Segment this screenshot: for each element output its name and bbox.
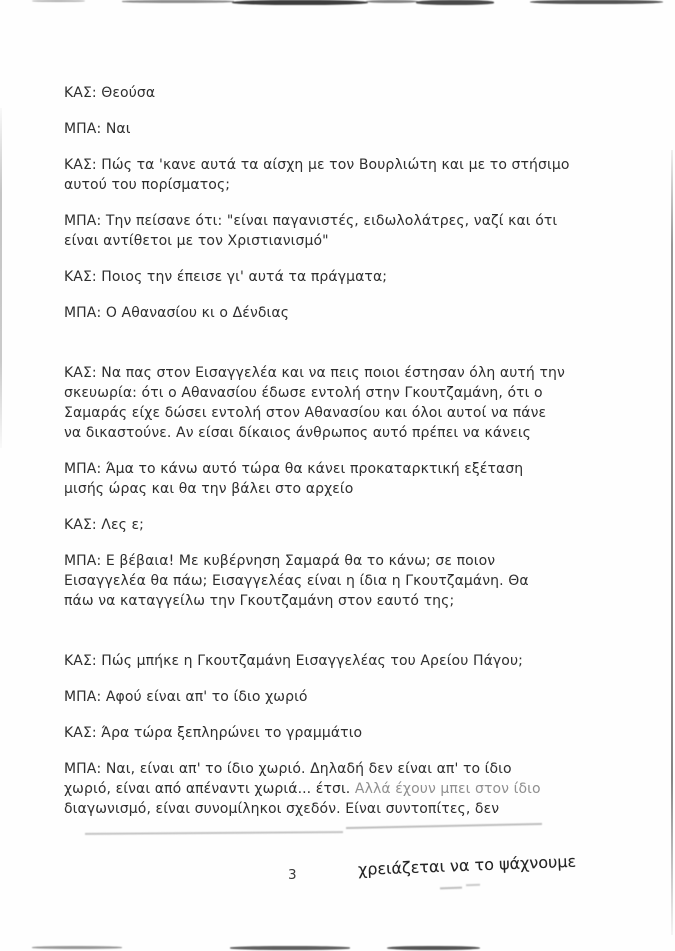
transcript-line: αυτού του πορίσματος; [64,177,231,193]
transcript-paragraph [64,687,594,707]
transcript-paragraph [64,303,594,323]
scan-smudge-top [530,0,663,4]
transcript-paragraph [64,267,594,287]
transcript-paragraph [64,83,594,103]
transcript-line [64,779,594,799]
transcript [64,83,594,835]
scan-smudge-top [232,0,368,5]
scan-smudge-top [366,0,418,3]
transcript-paragraph [64,119,594,139]
transcript-line: ΚΑΣ: Θεούσα [64,85,156,101]
transcript-paragraph [64,211,594,251]
scan-smudge-bottom [387,946,480,950]
transcript-line: είναι αντίθετοι με τον Χριστιανισμό" [64,233,329,249]
transcript-paragraph [64,459,594,499]
scan-edge-line-left [0,108,2,448]
scan-smudge-top [122,0,234,3]
continuation-line: χρειάζεται να το ψάχνουμε [357,851,577,879]
transcript-line: διαγωνισμό, είναι συνομίληκοι σχεδόν. Είναι συντοπίτες, δεν [64,801,500,817]
transcript-line: ΜΠΑ: Αφού είναι απ' το ίδιο χωριό [64,689,308,705]
scan-smudge-top [32,0,85,2]
transcript-line: ΜΠΑ: Ναι [64,121,131,137]
transcript-line: ΚΑΣ: Λες ε; [64,517,144,533]
transcript-line: ΚΑΣ: Να πας στον Εισαγγελέα και να πεις ποιοι έστησαν όλη αυτή την [64,365,565,381]
scan-smudge-bottom [230,946,350,950]
transcript-line: ΚΑΣ: Πώς μπήκε η Γκουτζαμάνη Εισαγγελέας του Αρείου Πάγου; [64,653,523,669]
scan-smudge-bottom [32,946,122,949]
transcript-line: ΚΑΣ: Πώς τα 'κανε αυτά τα αίσχη με τον Βουρλιώτη και με το στήσιμο [64,157,570,173]
transcript-line: να δικαστούνε. Αν είσαι δίκαιος άνθρωπος αυτό πρέπει να κάνεις [64,425,531,441]
page-number: 3 [288,867,297,883]
transcript-line: ΚΑΣ: Άρα τώρα ξεπληρώνει το γραμμάτιο [64,725,363,741]
transcript-line: Εισαγγελέα θα πάω; Εισαγγελέας είναι η ίδια η Γκουτζαμάνη. Θα [64,573,529,589]
transcript-line: σκευωρία: ότι ο Αθανασίου έδωσε εντολή στην Γκουτζαμάνη, ότι ο [64,385,543,401]
transcript-line: ΜΠΑ: Ο Αθανασίου κι ο Δένδιας [64,305,290,321]
faded-scan-text: Αλλά έχουν μπει στον ίδιο [354,781,541,797]
transcript-paragraph [64,723,594,743]
transcript-line: ΜΠΑ: Την πείσανε ότι: "είναι παγανιστές, ειδωλολάτρες, ναζί και ότι [64,213,558,229]
transcript-paragraph [64,155,594,195]
transcript-line: πάω να καταγγείλω την Γκουτζαμάνη στον εαυτό της; [64,593,455,609]
transcript-paragraph [64,515,594,535]
transcript-line: μισής ώρας και θα την βάλει στο αρχείο [64,481,354,497]
transcript-line: ΚΑΣ: Ποιος την έπεισε γι' αυτά τα πράγματα; [64,269,388,285]
transcript-paragraph [64,651,594,671]
scan-dash [440,887,462,889]
transcript-paragraph [64,551,594,611]
transcript-line: ΜΠΑ: Ναι, είναι απ' το ίδιο χωριό. Δηλαδή δεν είναι απ' το ίδιο [64,761,512,777]
transcript-line: Σαμαράς είχε δώσει εντολή στον Αθανασίου και όλοι αυτοί να πάνε [64,405,547,421]
scan-dash [466,884,480,886]
scan-edge-line-right [671,150,673,935]
transcript-line: ΜΠΑ: Άμα το κάνω αυτό τώρα θα κάνει προκαταρκτική εξέταση [64,461,524,477]
transcript-line-part: χωριό, είναι από απέναντι χωριά... έτσι. [64,781,355,797]
transcript-line: ΜΠΑ: Ε βέβαια! Με κυβέρνηση Σαμαρά θα το κάνω; σε ποιον [64,553,496,569]
transcript-paragraph [64,363,594,443]
transcript-paragraph [64,759,594,819]
scan-smudge-top [416,0,494,5]
